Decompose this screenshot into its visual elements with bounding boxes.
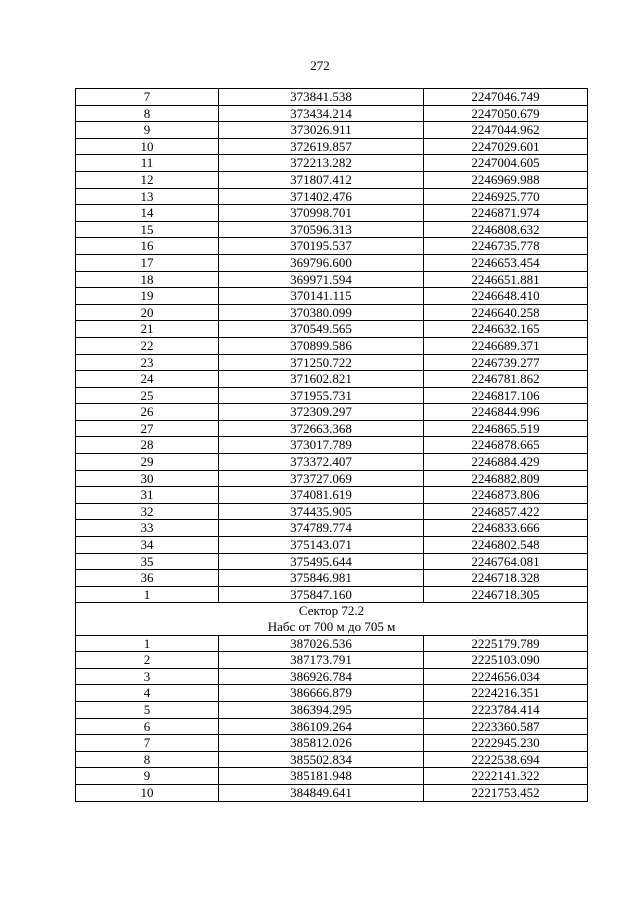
y-coordinate-cell: 2247004.605 (424, 155, 588, 172)
table-row (76, 122, 588, 139)
y-coordinate-cell: 2246653.454 (424, 254, 588, 271)
table-row (76, 437, 588, 454)
point-number-cell: 27 (76, 420, 219, 437)
y-coordinate-cell: 2246735.778 (424, 238, 588, 255)
point-number-cell: 15 (76, 221, 219, 238)
point-number-cell: 20 (76, 304, 219, 321)
x-coordinate-cell: 372663.368 (219, 420, 424, 437)
y-coordinate-cell: 2222141.322 (424, 768, 588, 785)
point-number-cell: 34 (76, 537, 219, 554)
section-title: Сектор 72.2 (298, 603, 365, 619)
point-number-cell: 22 (76, 337, 219, 354)
x-coordinate-cell: 370380.099 (219, 304, 424, 321)
x-coordinate-cell: 375143.071 (219, 537, 424, 554)
y-coordinate-cell: 2246640.258 (424, 304, 588, 321)
point-number-cell: 36 (76, 570, 219, 587)
x-coordinate-cell: 373841.538 (219, 89, 424, 106)
table-row (76, 735, 588, 752)
x-coordinate-cell: 374435.905 (219, 503, 424, 520)
table-row (76, 321, 588, 338)
x-coordinate-cell: 371807.412 (219, 171, 424, 188)
y-coordinate-cell: 2246689.371 (424, 337, 588, 354)
y-coordinate-cell: 2246878.665 (424, 437, 588, 454)
x-coordinate-cell: 375495.644 (219, 553, 424, 570)
y-coordinate-cell: 2247046.749 (424, 89, 588, 106)
point-number-cell: 2 (76, 652, 219, 669)
x-coordinate-cell: 385502.834 (219, 751, 424, 768)
y-coordinate-cell: 2225179.789 (424, 635, 588, 652)
y-coordinate-cell: 2223360.587 (424, 718, 588, 735)
table-row (76, 138, 588, 155)
table-row (76, 487, 588, 504)
coordinates-table (75, 88, 588, 802)
point-number-cell: 10 (76, 784, 219, 801)
point-number-cell: 35 (76, 553, 219, 570)
x-coordinate-cell: 370195.537 (219, 238, 424, 255)
y-coordinate-cell: 2247029.601 (424, 138, 588, 155)
table-row (76, 337, 588, 354)
table-row (76, 387, 588, 404)
y-coordinate-cell: 2246871.974 (424, 205, 588, 222)
x-coordinate-cell: 371250.722 (219, 354, 424, 371)
table-row (76, 570, 588, 587)
x-coordinate-cell: 387026.536 (219, 635, 424, 652)
table-row (76, 171, 588, 188)
y-coordinate-cell: 2222945.230 (424, 735, 588, 752)
y-coordinate-cell: 2247044.962 (424, 122, 588, 139)
point-number-cell: 1 (76, 586, 219, 603)
x-coordinate-cell: 373372.407 (219, 454, 424, 471)
x-coordinate-cell: 372309.297 (219, 404, 424, 421)
table-row (76, 89, 588, 106)
x-coordinate-cell: 375846.981 (219, 570, 424, 587)
point-number-cell: 25 (76, 387, 219, 404)
table-row (76, 668, 588, 685)
table-row (76, 304, 588, 321)
y-coordinate-cell: 2246718.328 (424, 570, 588, 587)
point-number-cell: 18 (76, 271, 219, 288)
table-row (76, 404, 588, 421)
x-coordinate-cell: 373026.911 (219, 122, 424, 139)
y-coordinate-cell: 2246857.422 (424, 503, 588, 520)
y-coordinate-cell: 2246648.410 (424, 288, 588, 305)
y-coordinate-cell: 2246632.165 (424, 321, 588, 338)
page-number: 272 (310, 58, 330, 73)
point-number-cell: 21 (76, 321, 219, 338)
x-coordinate-cell: 386926.784 (219, 668, 424, 685)
x-coordinate-cell: 370998.701 (219, 205, 424, 222)
point-number-cell: 3 (76, 668, 219, 685)
y-coordinate-cell: 2246739.277 (424, 354, 588, 371)
table-row (76, 470, 588, 487)
table-row (76, 238, 588, 255)
table-row (76, 718, 588, 735)
point-number-cell: 26 (76, 404, 219, 421)
x-coordinate-cell: 373434.214 (219, 105, 424, 122)
point-number-cell: 6 (76, 718, 219, 735)
table-row (76, 635, 588, 652)
section-header (76, 603, 588, 635)
x-coordinate-cell: 373727.069 (219, 470, 424, 487)
point-number-cell: 23 (76, 354, 219, 371)
point-number-cell: 9 (76, 122, 219, 139)
point-number-cell: 32 (76, 503, 219, 520)
x-coordinate-cell: 371602.821 (219, 371, 424, 388)
y-coordinate-cell: 2247050.679 (424, 105, 588, 122)
table-row (76, 685, 588, 702)
table-row (76, 271, 588, 288)
x-coordinate-cell: 373017.789 (219, 437, 424, 454)
y-coordinate-cell: 2246969.988 (424, 171, 588, 188)
x-coordinate-cell: 370899.586 (219, 337, 424, 354)
y-coordinate-cell: 2246884.429 (424, 454, 588, 471)
y-coordinate-cell: 2246844.996 (424, 404, 588, 421)
table-row (76, 751, 588, 768)
table-row (76, 537, 588, 554)
x-coordinate-cell: 372213.282 (219, 155, 424, 172)
x-coordinate-cell: 385181.948 (219, 768, 424, 785)
x-coordinate-cell: 372619.857 (219, 138, 424, 155)
table-row (76, 105, 588, 122)
point-number-cell: 4 (76, 685, 219, 702)
table-row (76, 288, 588, 305)
y-coordinate-cell: 2225103.090 (424, 652, 588, 669)
x-coordinate-cell: 375847.160 (219, 586, 424, 603)
table-row (76, 503, 588, 520)
table-row (76, 188, 588, 205)
x-coordinate-cell: 386109.264 (219, 718, 424, 735)
x-coordinate-cell: 369796.600 (219, 254, 424, 271)
y-coordinate-cell: 2246802.548 (424, 537, 588, 554)
point-number-cell: 8 (76, 751, 219, 768)
table-row (76, 254, 588, 271)
x-coordinate-cell: 387173.791 (219, 652, 424, 669)
point-number-cell: 29 (76, 454, 219, 471)
section-header-cell (76, 603, 588, 635)
point-number-cell: 33 (76, 520, 219, 537)
point-number-cell: 1 (76, 635, 219, 652)
table-row (76, 205, 588, 222)
y-coordinate-cell: 2222538.694 (424, 751, 588, 768)
coordinates-table-body-1 (76, 89, 588, 603)
point-number-cell: 28 (76, 437, 219, 454)
x-coordinate-cell: 384849.641 (219, 784, 424, 801)
y-coordinate-cell: 2246865.519 (424, 420, 588, 437)
y-coordinate-cell: 2246925.770 (424, 188, 588, 205)
x-coordinate-cell: 369971.594 (219, 271, 424, 288)
point-number-cell: 17 (76, 254, 219, 271)
y-coordinate-cell: 2246781.862 (424, 371, 588, 388)
table-row (76, 155, 588, 172)
y-coordinate-cell: 2246651.881 (424, 271, 588, 288)
y-coordinate-cell: 2221753.452 (424, 784, 588, 801)
section-header-row (76, 603, 588, 635)
x-coordinate-cell: 386394.295 (219, 701, 424, 718)
table-row (76, 553, 588, 570)
table-row (76, 784, 588, 801)
x-coordinate-cell: 386666.879 (219, 685, 424, 702)
x-coordinate-cell: 371955.731 (219, 387, 424, 404)
table-row (76, 652, 588, 669)
y-coordinate-cell: 2246882.809 (424, 470, 588, 487)
y-coordinate-cell: 2224216.351 (424, 685, 588, 702)
table-row (76, 768, 588, 785)
point-number-cell: 11 (76, 155, 219, 172)
x-coordinate-cell: 374081.619 (219, 487, 424, 504)
point-number-cell: 19 (76, 288, 219, 305)
point-number-cell: 13 (76, 188, 219, 205)
point-number-cell: 7 (76, 89, 219, 106)
point-number-cell: 8 (76, 105, 219, 122)
x-coordinate-cell: 370549.565 (219, 321, 424, 338)
point-number-cell: 7 (76, 735, 219, 752)
point-number-cell: 24 (76, 371, 219, 388)
y-coordinate-cell: 2246764.081 (424, 553, 588, 570)
table-row (76, 454, 588, 471)
table-row (76, 520, 588, 537)
y-coordinate-cell: 2246833.666 (424, 520, 588, 537)
x-coordinate-cell: 371402.476 (219, 188, 424, 205)
y-coordinate-cell: 2246718.305 (424, 586, 588, 603)
table-row (76, 586, 588, 603)
coordinates-table-body-2 (76, 635, 588, 801)
table-row (76, 371, 588, 388)
table-row (76, 354, 588, 371)
point-number-cell: 31 (76, 487, 219, 504)
x-coordinate-cell: 370141.115 (219, 288, 424, 305)
x-coordinate-cell: 385812.026 (219, 735, 424, 752)
point-number-cell: 30 (76, 470, 219, 487)
point-number-cell: 12 (76, 171, 219, 188)
section-subtitle: Набс от 700 м до 705 м (267, 619, 396, 634)
point-number-cell: 16 (76, 238, 219, 255)
x-coordinate-cell: 370596.313 (219, 221, 424, 238)
table-row (76, 420, 588, 437)
y-coordinate-cell: 2246817.106 (424, 387, 588, 404)
y-coordinate-cell: 2246873.806 (424, 487, 588, 504)
table-row (76, 221, 588, 238)
y-coordinate-cell: 2224656.034 (424, 668, 588, 685)
point-number-cell: 14 (76, 205, 219, 222)
x-coordinate-cell: 374789.774 (219, 520, 424, 537)
point-number-cell: 5 (76, 701, 219, 718)
point-number-cell: 9 (76, 768, 219, 785)
table-row (76, 701, 588, 718)
point-number-cell: 10 (76, 138, 219, 155)
y-coordinate-cell: 2223784.414 (424, 701, 588, 718)
y-coordinate-cell: 2246808.632 (424, 221, 588, 238)
